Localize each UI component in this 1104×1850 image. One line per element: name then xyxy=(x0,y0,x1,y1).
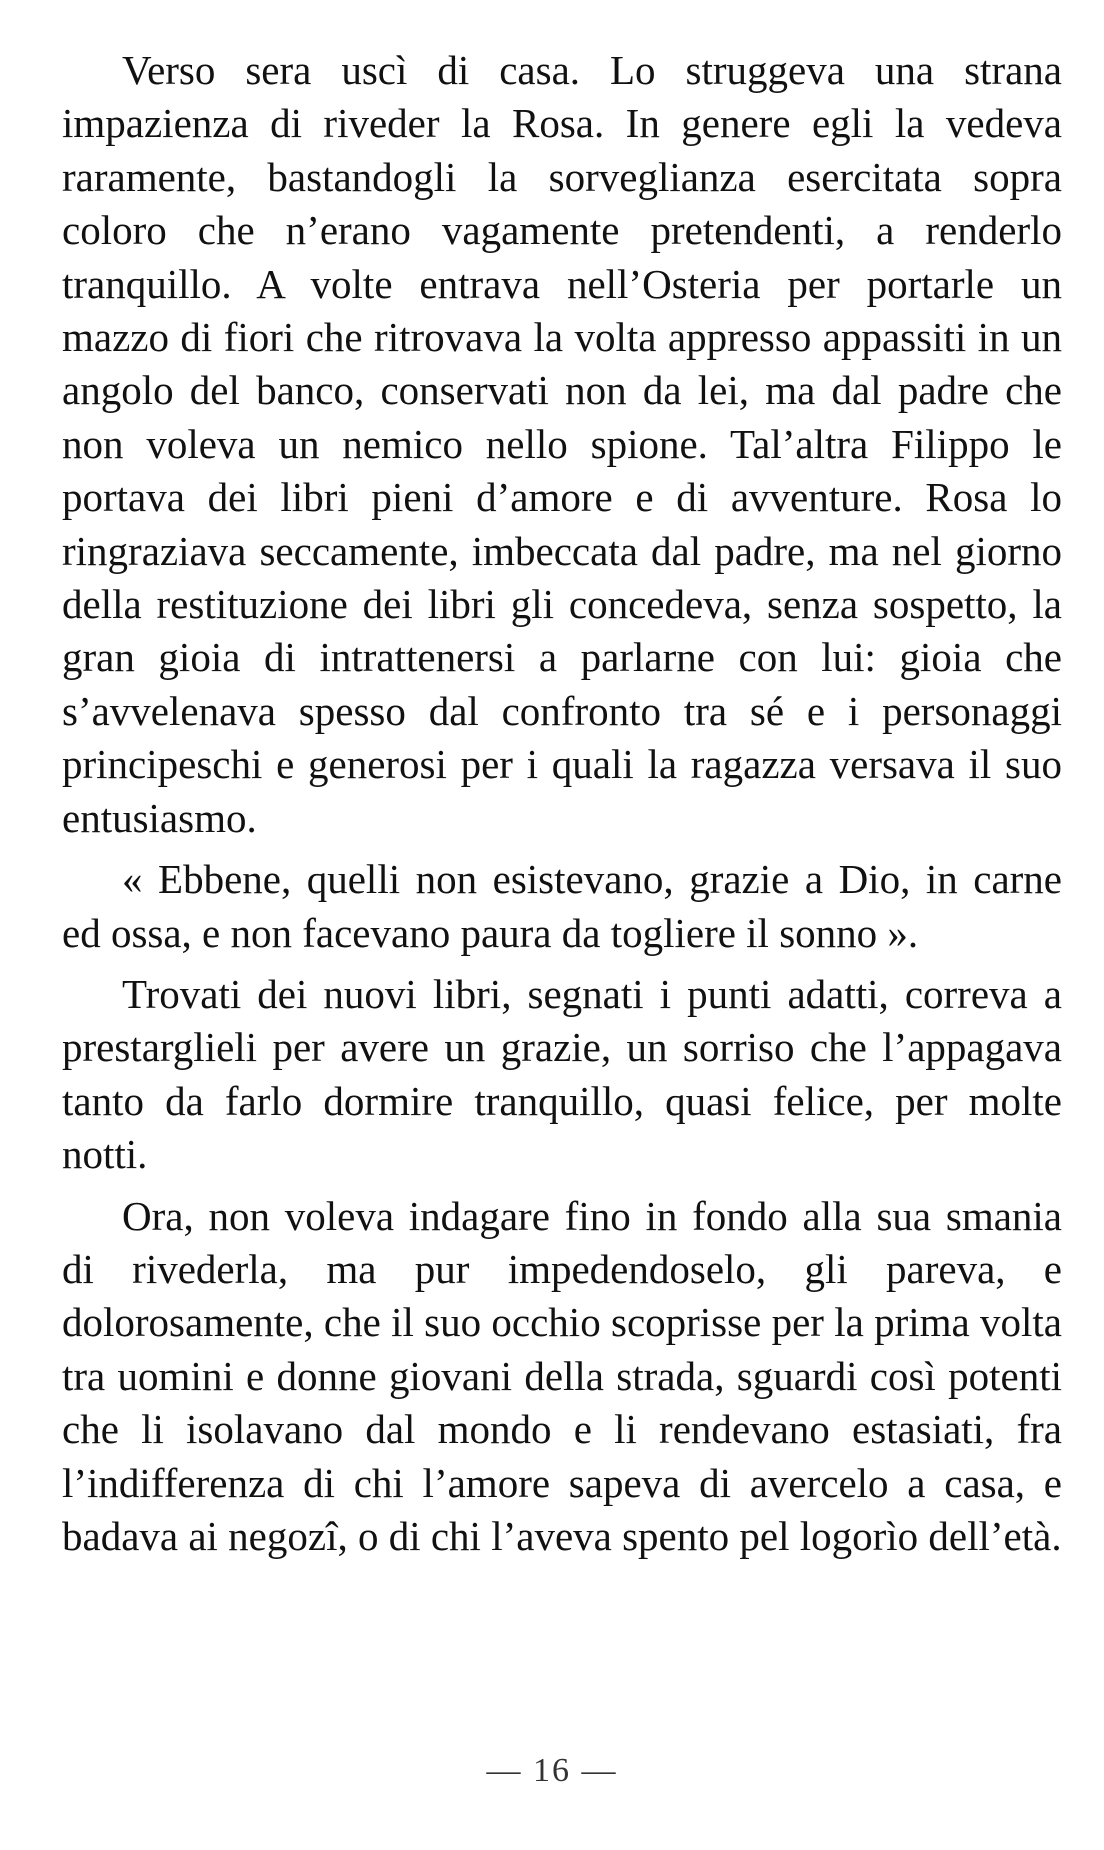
page-number: — 16 — xyxy=(486,1752,618,1789)
paragraph-2: « Ebbene, quelli non esistevano, grazie a Dio, in carne ed ossa, e non facevano paura da togliere il sonno ». xyxy=(62,856,1062,956)
paragraph-1: Verso sera uscì di casa. Lo struggeva una strana impazienza di riveder la Rosa. In genere egli la vedeva raramente, bastandogli la sorveglianza esercitata sopra coloro che n’erano vagamente pretendenti, a renderlo tranquillo. A volte entrava nell’Osteria per portarle un mazzo di fiori che ritrovava la volta appresso appassiti in un angolo del banco, conservati non da lei, ma dal padre che non voleva un nemico nello spione. Tal’altra Filippo le portava dei libri pieni d’amore e di avventure. Rosa lo ringraziava seccamente, imbeccata dal padre, ma nel giorno della restituzione dei libri gli concedeva, senza sospetto, la gran gioia di intrattenersi a parlarne con lui: gioia che s’avvelenava spesso dal confronto tra sé e i personaggi principeschi e generosi per i quali la ragazza versava il suo entusiasmo. xyxy=(62,47,1062,841)
paragraph-3: Trovati dei nuovi libri, segnati i punti adatti, correva a prestarglieli per avere un grazie, un sorriso che l’appagava tanto da farlo dormire tranquillo, quasi felice, per molte notti. xyxy=(62,970,1062,1178)
paragraph-4: Ora, non voleva indagare fino in fondo alla sua smania di rivederla, ma pur impedendoselo, gli pareva, e dolorosamente, che il suo occhio scoprisse per la prima volta tra uomini e donne giovani della strada, sguardi così potenti che li isolavano dal mondo e li rendevano estasiati, fra l’indifferenza di chi l’amore sapeva di avercelo a casa, e badava ai negozî, o di chi l’aveva spento pel logorìo dell’età. xyxy=(62,1192,1062,1559)
body-text xyxy=(62,44,1062,1563)
